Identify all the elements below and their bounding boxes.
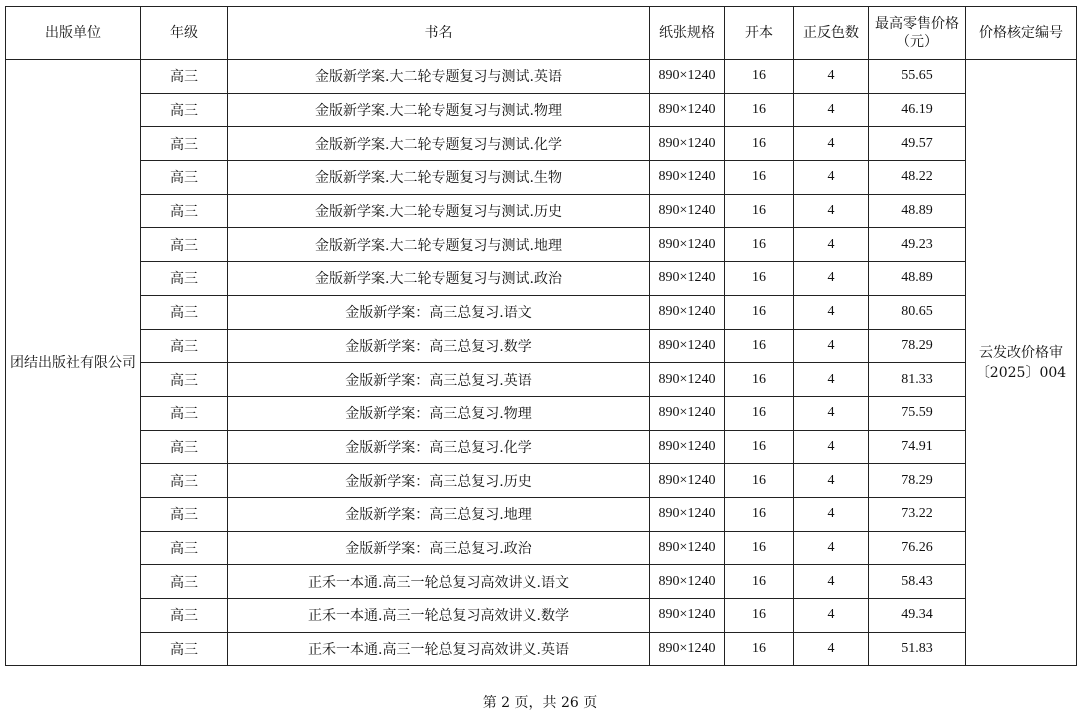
paper-size-cell: 890×1240 xyxy=(650,363,725,397)
table-row xyxy=(6,363,1077,397)
paper-size-cell: 890×1240 xyxy=(650,93,725,127)
paper-size-cell: 890×1240 xyxy=(650,127,725,161)
grade-cell: 高三 xyxy=(141,161,228,195)
colors-cell: 4 xyxy=(794,565,869,599)
colors-cell: 4 xyxy=(794,329,869,363)
colors-cell: 4 xyxy=(794,161,869,195)
table-row xyxy=(6,531,1077,565)
format-cell: 16 xyxy=(725,295,794,329)
grade-cell: 高三 xyxy=(141,295,228,329)
paper-size-cell: 890×1240 xyxy=(650,632,725,666)
grade-cell: 高三 xyxy=(141,262,228,296)
table-row xyxy=(6,60,1077,94)
price-cell: 55.65 xyxy=(869,60,966,94)
format-cell: 16 xyxy=(725,497,794,531)
header-publisher: 出版单位 xyxy=(6,7,141,60)
book-title-cell: 金版新学案.大二轮专题复习与测试.化学 xyxy=(228,127,650,161)
grade-cell: 高三 xyxy=(141,565,228,599)
paper-size-cell: 890×1240 xyxy=(650,262,725,296)
paper-size-cell: 890×1240 xyxy=(650,464,725,498)
table-row xyxy=(6,93,1077,127)
price-cell: 49.34 xyxy=(869,599,966,633)
table-row xyxy=(6,228,1077,262)
grade-cell: 高三 xyxy=(141,228,228,262)
table-row xyxy=(6,329,1077,363)
paper-size-cell: 890×1240 xyxy=(650,599,725,633)
format-cell: 16 xyxy=(725,329,794,363)
grade-cell: 高三 xyxy=(141,194,228,228)
book-title-cell: 金版新学案.大二轮专题复习与测试.地理 xyxy=(228,228,650,262)
paper-size-cell: 890×1240 xyxy=(650,194,725,228)
header-paper: 纸张规格 xyxy=(650,7,725,60)
grade-cell: 高三 xyxy=(141,632,228,666)
format-cell: 16 xyxy=(725,430,794,464)
colors-cell: 4 xyxy=(794,430,869,464)
colors-cell: 4 xyxy=(794,599,869,633)
book-title-cell: 金版新学案.大二轮专题复习与测试.历史 xyxy=(228,194,650,228)
price-cell: 78.29 xyxy=(869,464,966,498)
header-colors: 正反色数 xyxy=(794,7,869,60)
price-cell: 48.22 xyxy=(869,161,966,195)
price-cell: 74.91 xyxy=(869,430,966,464)
paper-size-cell: 890×1240 xyxy=(650,565,725,599)
grade-cell: 高三 xyxy=(141,329,228,363)
price-cell: 80.65 xyxy=(869,295,966,329)
colors-cell: 4 xyxy=(794,632,869,666)
format-cell: 16 xyxy=(725,60,794,94)
book-title-cell: 金版新学案：高三总复习.化学 xyxy=(228,430,650,464)
format-cell: 16 xyxy=(725,363,794,397)
price-cell: 49.23 xyxy=(869,228,966,262)
table-row xyxy=(6,464,1077,498)
table-row xyxy=(6,295,1077,329)
price-cell: 78.29 xyxy=(869,329,966,363)
format-cell: 16 xyxy=(725,161,794,195)
table-row xyxy=(6,565,1077,599)
book-title-cell: 金版新学案：高三总复习.语文 xyxy=(228,295,650,329)
book-title-cell: 金版新学案：高三总复习.历史 xyxy=(228,464,650,498)
price-table xyxy=(5,6,1077,666)
colors-cell: 4 xyxy=(794,295,869,329)
header-grade: 年级 xyxy=(141,7,228,60)
format-cell: 16 xyxy=(725,262,794,296)
table-row xyxy=(6,599,1077,633)
paper-size-cell: 890×1240 xyxy=(650,396,725,430)
format-cell: 16 xyxy=(725,228,794,262)
grade-cell: 高三 xyxy=(141,60,228,94)
colors-cell: 4 xyxy=(794,363,869,397)
grade-cell: 高三 xyxy=(141,497,228,531)
colors-cell: 4 xyxy=(794,531,869,565)
paper-size-cell: 890×1240 xyxy=(650,329,725,363)
book-title-cell: 金版新学案：高三总复习.地理 xyxy=(228,497,650,531)
book-title-cell: 金版新学案.大二轮专题复习与测试.政治 xyxy=(228,262,650,296)
table-row xyxy=(6,127,1077,161)
table-body xyxy=(6,60,1077,666)
price-cell: 81.33 xyxy=(869,363,966,397)
table-row xyxy=(6,161,1077,195)
format-cell: 16 xyxy=(725,127,794,161)
grade-cell: 高三 xyxy=(141,531,228,565)
header-title: 书名 xyxy=(228,7,650,60)
book-title-cell: 金版新学案：高三总复习.政治 xyxy=(228,531,650,565)
grade-cell: 高三 xyxy=(141,363,228,397)
paper-size-cell: 890×1240 xyxy=(650,295,725,329)
book-title-cell: 金版新学案.大二轮专题复习与测试.生物 xyxy=(228,161,650,195)
paper-size-cell: 890×1240 xyxy=(650,60,725,94)
book-title-cell: 金版新学案：高三总复习.物理 xyxy=(228,396,650,430)
colors-cell: 4 xyxy=(794,396,869,430)
format-cell: 16 xyxy=(725,93,794,127)
colors-cell: 4 xyxy=(794,93,869,127)
price-cell: 51.83 xyxy=(869,632,966,666)
colors-cell: 4 xyxy=(794,228,869,262)
grade-cell: 高三 xyxy=(141,396,228,430)
colors-cell: 4 xyxy=(794,497,869,531)
price-cell: 75.59 xyxy=(869,396,966,430)
grade-cell: 高三 xyxy=(141,599,228,633)
book-title-cell: 正禾一本通.高三一轮总复习高效讲义.语文 xyxy=(228,565,650,599)
colors-cell: 4 xyxy=(794,194,869,228)
colors-cell: 4 xyxy=(794,464,869,498)
paper-size-cell: 890×1240 xyxy=(650,531,725,565)
paper-size-cell: 890×1240 xyxy=(650,430,725,464)
header-approval: 价格核定编号 xyxy=(966,7,1077,60)
colors-cell: 4 xyxy=(794,127,869,161)
book-title-cell: 正禾一本通.高三一轮总复习高效讲义.英语 xyxy=(228,632,650,666)
price-cell: 58.43 xyxy=(869,565,966,599)
header-format: 开本 xyxy=(725,7,794,60)
table-row xyxy=(6,632,1077,666)
table-row xyxy=(6,194,1077,228)
paper-size-cell: 890×1240 xyxy=(650,497,725,531)
grade-cell: 高三 xyxy=(141,127,228,161)
price-cell: 73.22 xyxy=(869,497,966,531)
price-cell: 48.89 xyxy=(869,194,966,228)
price-cell: 76.26 xyxy=(869,531,966,565)
header-price: 最高零售价格（元） xyxy=(869,7,966,60)
paper-size-cell: 890×1240 xyxy=(650,161,725,195)
book-title-cell: 金版新学案.大二轮专题复习与测试.英语 xyxy=(228,60,650,94)
book-title-cell: 金版新学案.大二轮专题复习与测试.物理 xyxy=(228,93,650,127)
colors-cell: 4 xyxy=(794,262,869,296)
format-cell: 16 xyxy=(725,565,794,599)
colors-cell: 4 xyxy=(794,60,869,94)
book-title-cell: 金版新学案：高三总复习.数学 xyxy=(228,329,650,363)
table-row xyxy=(6,497,1077,531)
grade-cell: 高三 xyxy=(141,464,228,498)
publisher-cell: 团结出版社有限公司 xyxy=(6,60,141,666)
grade-cell: 高三 xyxy=(141,93,228,127)
grade-cell: 高三 xyxy=(141,430,228,464)
book-title-cell: 正禾一本通.高三一轮总复习高效讲义.数学 xyxy=(228,599,650,633)
price-cell: 48.89 xyxy=(869,262,966,296)
paper-size-cell: 890×1240 xyxy=(650,228,725,262)
page-number: 第 2 页，共 26 页 xyxy=(482,695,598,711)
price-cell: 46.19 xyxy=(869,93,966,127)
table-row xyxy=(6,396,1077,430)
format-cell: 16 xyxy=(725,194,794,228)
approval-cell: 云发改价格审〔2025〕004 xyxy=(966,60,1077,666)
price-cell: 49.57 xyxy=(869,127,966,161)
table-row xyxy=(6,430,1077,464)
header-row xyxy=(6,7,1077,60)
format-cell: 16 xyxy=(725,632,794,666)
format-cell: 16 xyxy=(725,531,794,565)
book-title-cell: 金版新学案：高三总复习.英语 xyxy=(228,363,650,397)
format-cell: 16 xyxy=(725,396,794,430)
table-row xyxy=(6,262,1077,296)
format-cell: 16 xyxy=(725,464,794,498)
format-cell: 16 xyxy=(725,599,794,633)
